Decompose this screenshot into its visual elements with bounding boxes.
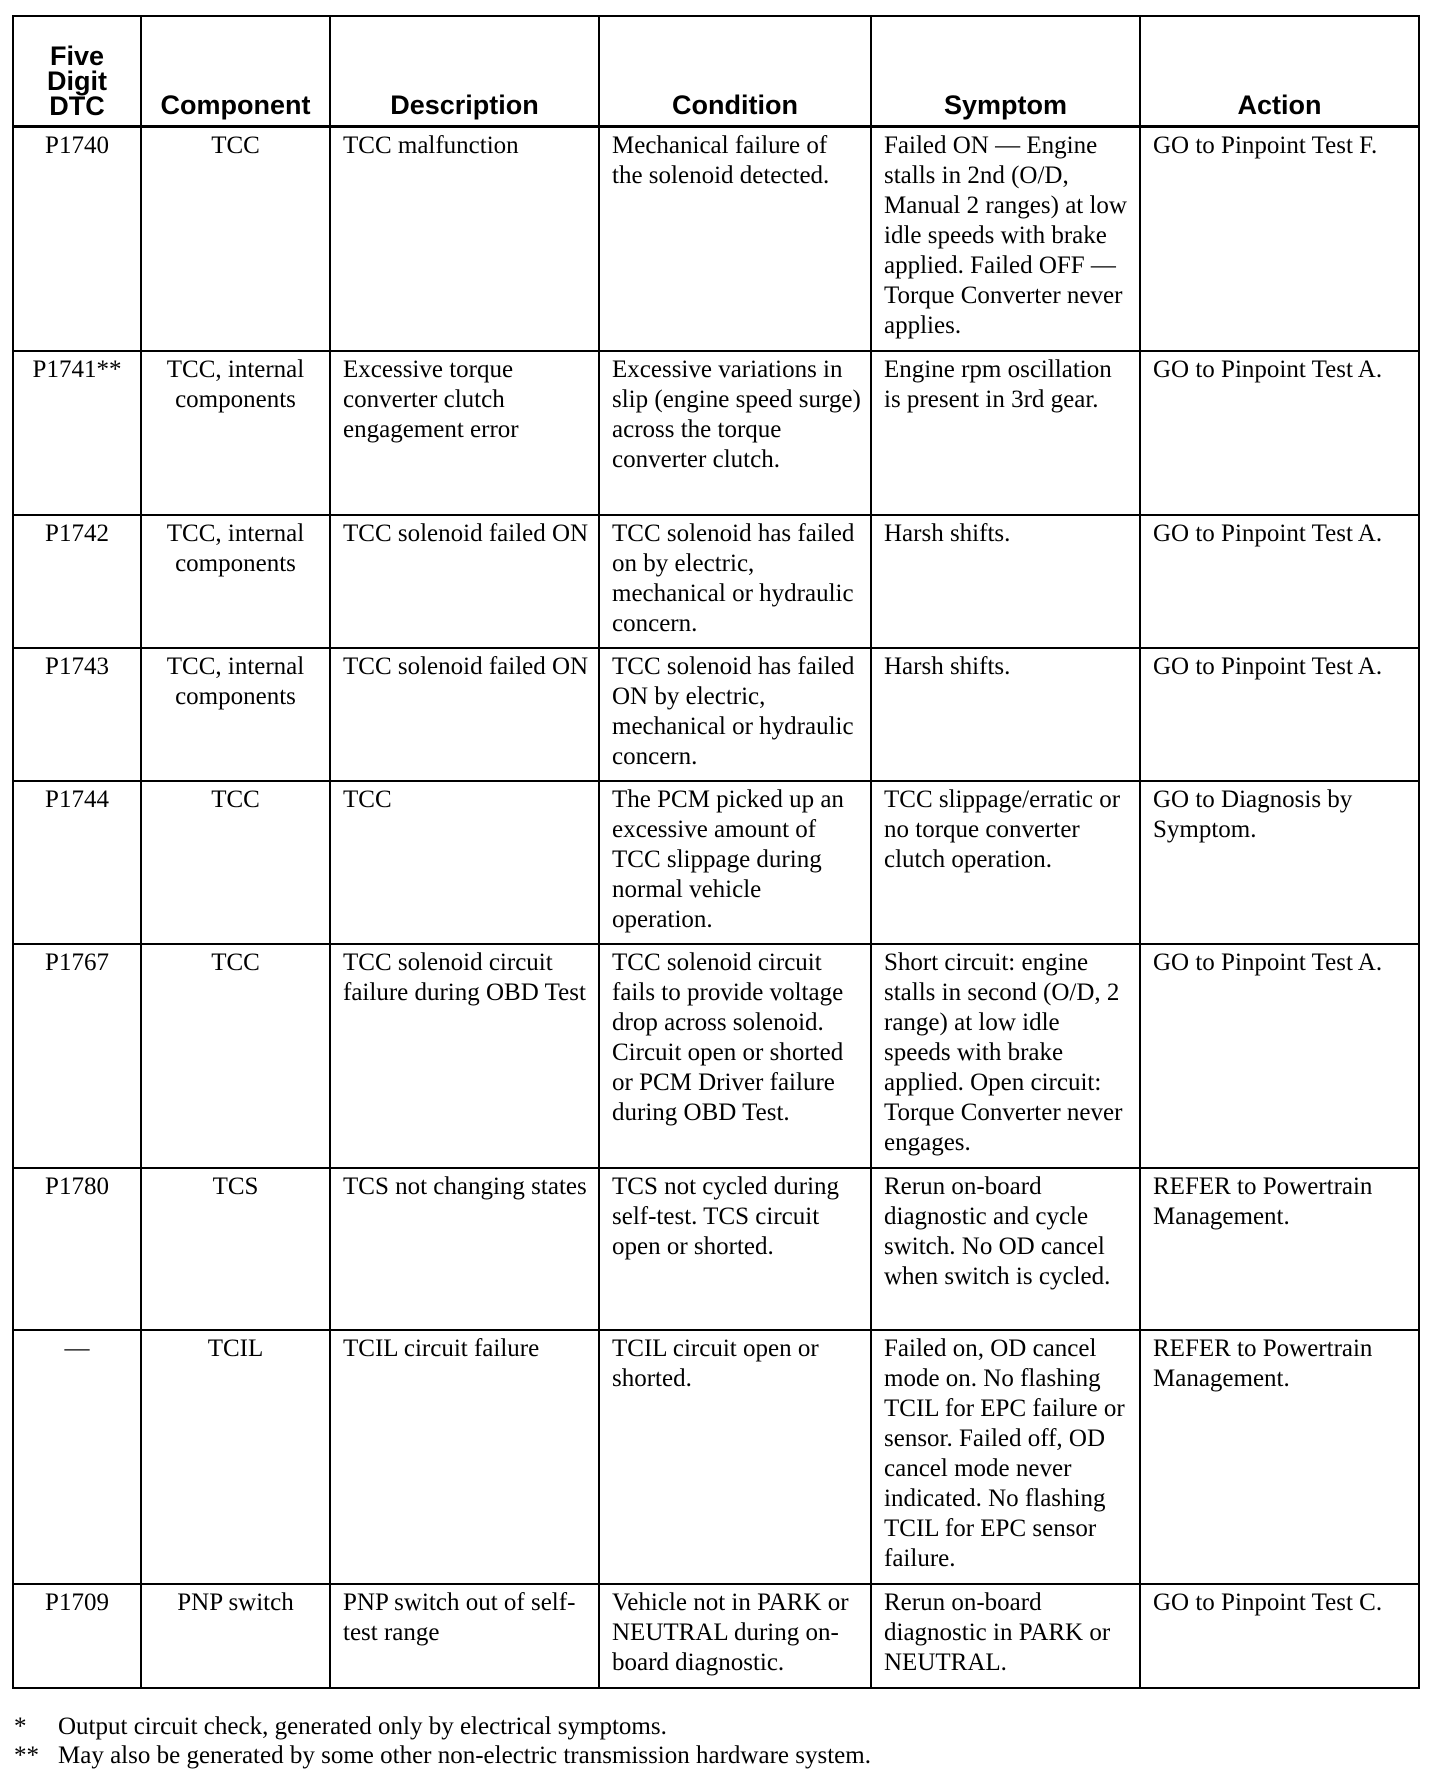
footnotes xyxy=(14,1712,1314,1770)
cell-component: TCS xyxy=(141,1168,330,1330)
cell-action: GO to Pinpoint Test C. xyxy=(1140,1584,1419,1688)
cell-description: TCC solenoid circuit failure during OBD Test xyxy=(330,944,599,1168)
footnote-mark: ** xyxy=(14,1742,39,1769)
cell-component: TCIL xyxy=(141,1330,330,1584)
cell-symptom: Rerun on-board diagnostic and cycle switch. No OD cancel when switch is cycled. xyxy=(871,1168,1140,1330)
footnote-text: Output circuit check, generated only by electrical symptoms. xyxy=(58,1713,667,1740)
table-row xyxy=(13,1168,1419,1330)
cell-dtc: P1744 xyxy=(13,781,141,944)
header-dtc xyxy=(13,16,141,127)
cell-dtc: P1780 xyxy=(13,1168,141,1330)
header-dtc-line-3: DTC xyxy=(49,91,105,121)
cell-condition: Vehicle not in PARK or NEUTRAL during on-board diagnostic. xyxy=(599,1584,871,1688)
header-row xyxy=(13,16,1419,127)
cell-description: TCC solenoid failed ON xyxy=(330,648,599,781)
cell-component: TCC, internal components xyxy=(141,351,330,515)
cell-symptom: Harsh shifts. xyxy=(871,515,1140,648)
table-row xyxy=(13,1584,1419,1688)
table-row xyxy=(13,1330,1419,1584)
header-dtc-line-1: Five xyxy=(49,41,105,71)
cell-description: TCIL circuit failure xyxy=(330,1330,599,1584)
table-row xyxy=(13,127,1419,351)
cell-component: TCC xyxy=(141,127,330,351)
dtc-table xyxy=(12,15,1420,1689)
cell-condition: TCC solenoid has failed on by electric, mechanical or hydraulic concern. xyxy=(599,515,871,648)
cell-dtc: P1742 xyxy=(13,515,141,648)
cell-dtc: P1743 xyxy=(13,648,141,781)
footnote xyxy=(14,1741,1314,1770)
cell-dtc: P1709 xyxy=(13,1584,141,1688)
table-row xyxy=(13,944,1419,1168)
header-dtc-line-2: Digit xyxy=(47,66,107,96)
footnote-mark: * xyxy=(14,1713,27,1740)
header-component: Component xyxy=(141,16,330,127)
table-row xyxy=(13,648,1419,781)
footnote-text: May also be generated by some other non-electric transmission hardware system. xyxy=(58,1742,871,1769)
header-description: Description xyxy=(330,16,599,127)
cell-component: TCC xyxy=(141,944,330,1168)
footnote xyxy=(14,1712,1314,1741)
cell-condition: TCC solenoid circuit fails to provide voltage drop across solenoid. Circuit open or shorted or PCM Driver failure during OBD Test. xyxy=(599,944,871,1168)
header-condition: Condition xyxy=(599,16,871,127)
cell-component: TCC, internal components xyxy=(141,515,330,648)
cell-symptom: TCC slippage/erratic or no torque converter clutch operation. xyxy=(871,781,1140,944)
cell-action: GO to Pinpoint Test A. xyxy=(1140,648,1419,781)
header-symptom: Symptom xyxy=(871,16,1140,127)
cell-description: TCC xyxy=(330,781,599,944)
cell-symptom: Failed ON — Engine stalls in 2nd (O/D, Manual 2 ranges) at low idle speeds with brake applied. Failed OFF — Torque Converter never applies. xyxy=(871,127,1140,351)
cell-description: TCS not changing states xyxy=(330,1168,599,1330)
cell-symptom: Failed on, OD cancel mode on. No flashing TCIL for EPC failure or sensor. Failed off, OD cancel mode never indicated. No flashing TCIL for EPC sensor failure. xyxy=(871,1330,1140,1584)
cell-description: Excessive torque converter clutch engagement error xyxy=(330,351,599,515)
cell-action: GO to Pinpoint Test A. xyxy=(1140,515,1419,648)
cell-action: GO to Pinpoint Test A. xyxy=(1140,944,1419,1168)
cell-description: TCC malfunction xyxy=(330,127,599,351)
cell-component: PNP switch xyxy=(141,1584,330,1688)
cell-description: TCC solenoid failed ON xyxy=(330,515,599,648)
cell-action: REFER to Powertrain Management. xyxy=(1140,1168,1419,1330)
cell-condition: Excessive variations in slip (engine speed surge) across the torque converter clutch. xyxy=(599,351,871,515)
cell-component: TCC xyxy=(141,781,330,944)
cell-symptom: Rerun on-board diagnostic in PARK or NEUTRAL. xyxy=(871,1584,1140,1688)
cell-condition: TCC solenoid has failed ON by electric, mechanical or hydraulic concern. xyxy=(599,648,871,781)
cell-symptom: Short circuit: engine stalls in second (O/D, 2 range) at low idle speeds with brake applied. Open circuit: Torque Converter never engages. xyxy=(871,944,1140,1168)
cell-dtc: P1741** xyxy=(13,351,141,515)
cell-action: GO to Pinpoint Test A. xyxy=(1140,351,1419,515)
cell-description: PNP switch out of self-test range xyxy=(330,1584,599,1688)
cell-symptom: Engine rpm oscillation is present in 3rd gear. xyxy=(871,351,1140,515)
table-row xyxy=(13,781,1419,944)
cell-component: TCC, internal components xyxy=(141,648,330,781)
cell-condition: TCIL circuit open or shorted. xyxy=(599,1330,871,1584)
cell-condition: Mechanical failure of the solenoid detected. xyxy=(599,127,871,351)
cell-dtc: P1767 xyxy=(13,944,141,1168)
cell-dtc: P1740 xyxy=(13,127,141,351)
cell-action: GO to Diagnosis by Symptom. xyxy=(1140,781,1419,944)
cell-action: REFER to Powertrain Management. xyxy=(1140,1330,1419,1584)
cell-condition: TCS not cycled during self-test. TCS circuit open or shorted. xyxy=(599,1168,871,1330)
table-row xyxy=(13,515,1419,648)
cell-symptom: Harsh shifts. xyxy=(871,648,1140,781)
table-row xyxy=(13,351,1419,515)
cell-action: GO to Pinpoint Test F. xyxy=(1140,127,1419,351)
cell-dtc: — xyxy=(13,1330,141,1584)
cell-condition: The PCM picked up an excessive amount of TCC slippage during normal vehicle operation. xyxy=(599,781,871,944)
header-action: Action xyxy=(1140,16,1419,127)
